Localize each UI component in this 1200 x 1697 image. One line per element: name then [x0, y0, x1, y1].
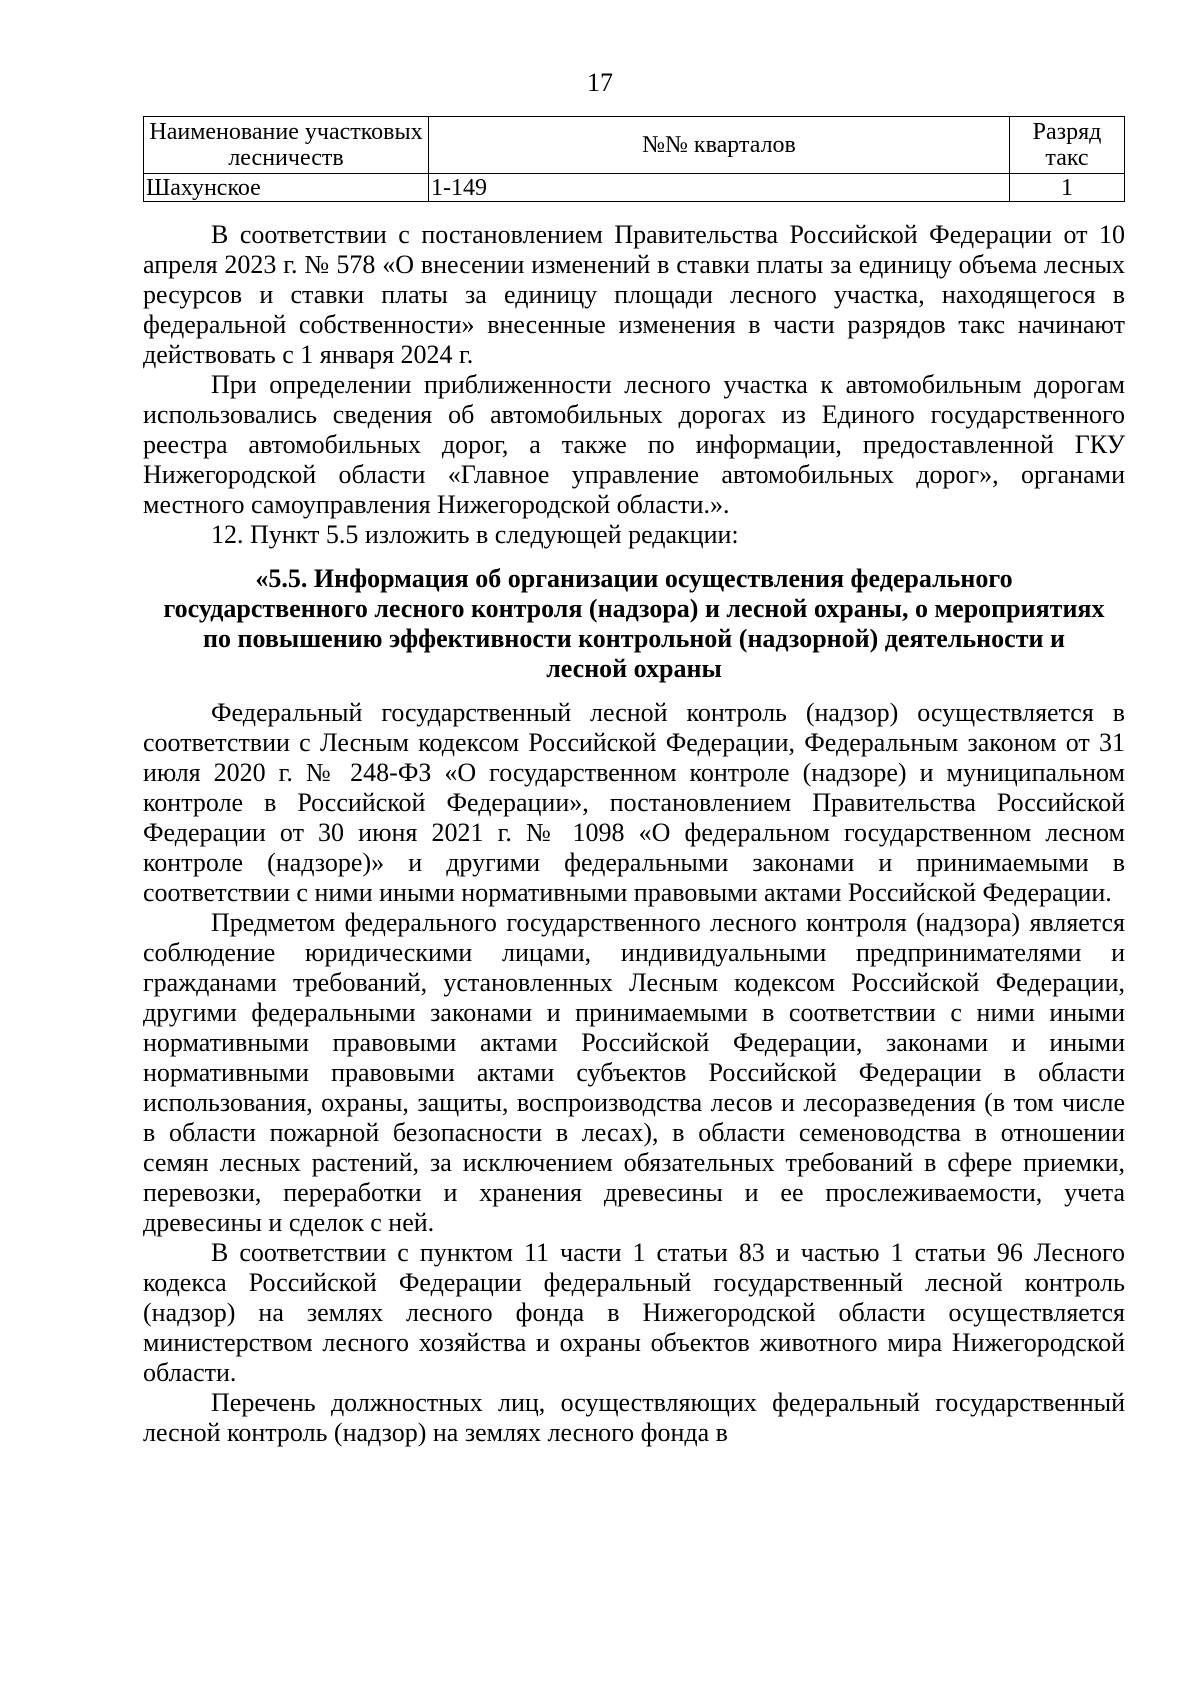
cell-district-name: Шахунское	[144, 174, 429, 202]
cell-rate-category: 1	[1010, 174, 1125, 202]
document-body	[143, 116, 1125, 1448]
table-header-row	[144, 117, 1125, 174]
paragraph-item-12: 12. Пункт 5.5 изложить в следующей редакции:	[211, 520, 739, 549]
header-quarter-numbers: №№ кварталов	[429, 117, 1010, 174]
paragraph-authority: В соответствии с пунктом 11 части 1 статьи 83 и частью 1 статьи 96 Лесного кодекса Российской Федерации федеральный государственный лесной контроль (надзор) на землях лесного фонда в Нижегородской области осуществляется министерством лесного хозяйства и охраны объектов животного мира Нижегородской области.	[143, 1238, 1125, 1387]
paragraph-rate-changes: В соответствии с постановлением Правительства Российской Федерации от 10 апреля 2023 г. № 578 «О внесении изменений в ставки платы за единицу объема лесных ресурсов и ставки платы за единицу площади лесного участка, находящегося в федеральной собственности» внесенные изменения в части разрядов такс начинают действовать с 1 января 2024 г.	[143, 220, 1125, 369]
paragraph-officials-list: Перечень должностных лиц, осуществляющих федеральный государственный лесной контроль (надзор) на землях лесного фонда в	[143, 1388, 1125, 1447]
paragraph-subject-of-control: Предметом федерального государственного лесного контроля (надзора) является соблюдение юридическими лицами, индивидуальными предпринимателями и гражданами требований, установленных Лесным кодексом Российской Федерации, другими федеральными законами и принимаемыми в соответствии с ними иными нормативными правовыми актами Российской Федерации, законами и иными нормативными правовыми актами субъектов Российской Федерации в области использования, охраны, защиты, воспроизводства лесов и лесоразведения (в том числе в области пожарной безопасности в лесах), в области семеноводства в отношении семян лесных растений, за исключением обязательных требований в сфере приемки, перевозки, переработки и хранения древесины и ее прослеживаемости, учета древесины и сделок с ней.	[143, 908, 1125, 1237]
page-number: 17	[587, 68, 613, 97]
forestry-rates-table	[143, 116, 1125, 202]
paragraph-legal-basis: Федеральный государственный лесной контроль (надзор) осуществляется в соответствии с Лесным кодексом Российской Федерации, Федеральным законом от 31 июля 2020 г. № 248-ФЗ «О государственном контроле (надзоре) и муниципальном контроле в Российской Федерации», постановлением Правительства Российской Федерации от 30 июня 2021 г. № 1098 «О федеральном государственном лесном контроле (надзоре)» и другими федеральными законами и принимаемыми в соответствии с ними иными нормативными правовыми актами Российской Федерации.	[143, 698, 1125, 907]
header-district-name: Наименование участковых лесничеств	[144, 117, 429, 174]
section-heading-5-5: «5.5. Информация об организации осуществления федерального государственного лесного контроля (надзора) и лесной охраны, о мероприятиях по повышению эффективности контрольной (надзорной) деятельности и лесной охраны	[163, 564, 1105, 683]
header-rate-category: Разряд такс	[1010, 117, 1125, 174]
table-row	[144, 174, 1125, 202]
paragraph-road-proximity: При определении приближенности лесного участка к автомобильным дорогам использовались сведения об автомобильных дорогах из Единого государственного реестра автомобильных дорог, а также по информации, предоставленной ГКУ Нижегородской области «Главное управление автомобильных дорог», органами местного самоуправления Нижегородской области.».	[143, 370, 1125, 519]
cell-quarter-numbers: 1-149	[429, 174, 1010, 202]
